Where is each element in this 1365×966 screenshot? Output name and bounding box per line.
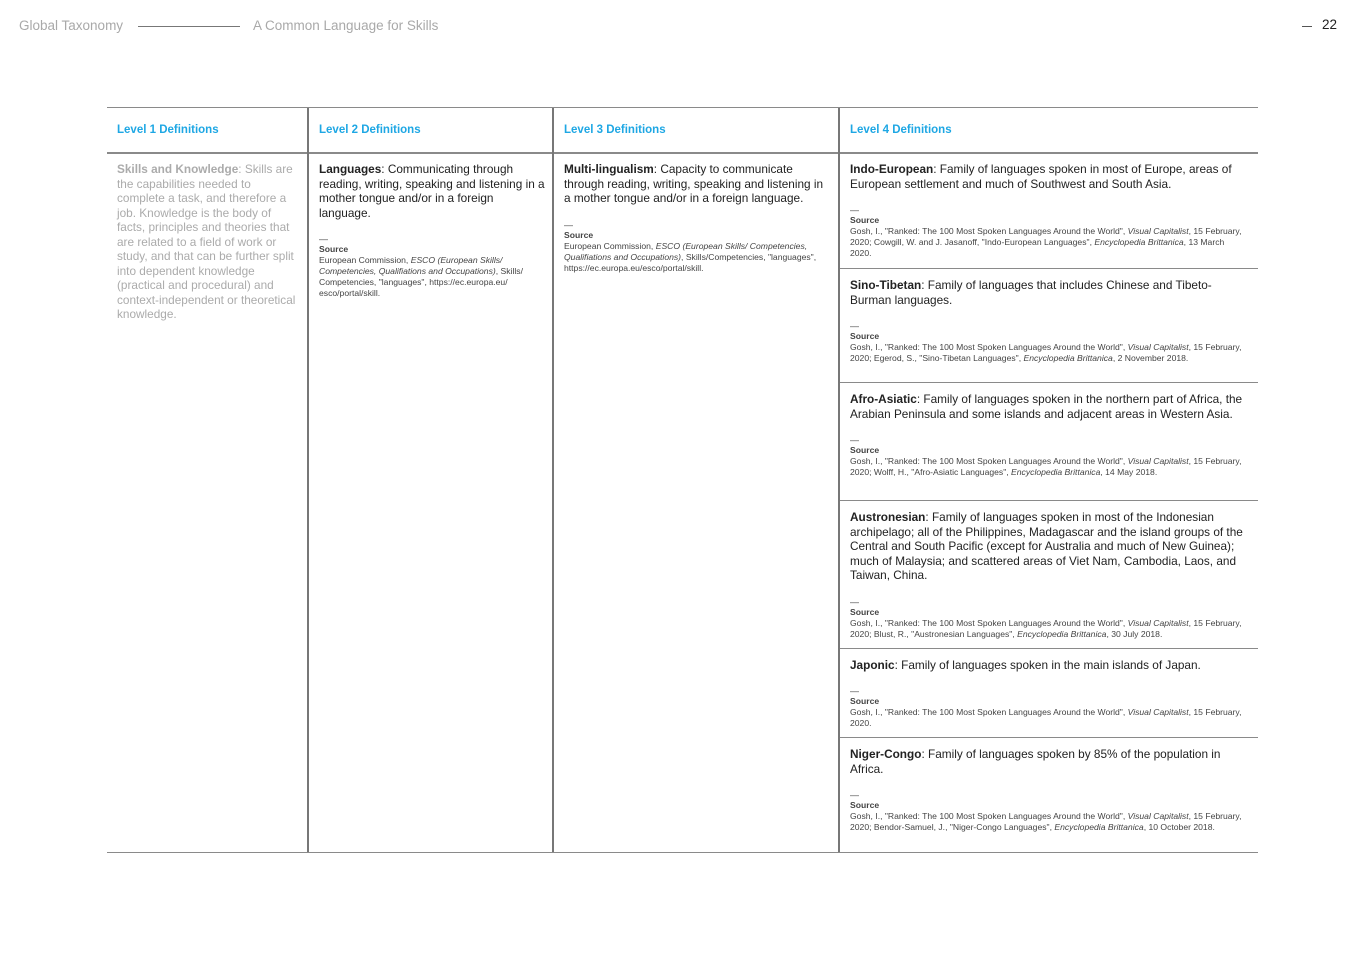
source-citation xyxy=(319,255,547,299)
source-label: Source xyxy=(850,215,880,225)
column-divider xyxy=(307,108,309,852)
definition-term: Languages xyxy=(319,162,382,176)
definition-text: : Skills are the capabilities needed to complete a task, and therefore a job. Knowledge is the body of facts, principles and theories that are related to a field of work or study, and that can be further split into dependent knowledge (practical and procedural) and context-independent or theoretical knowledge. xyxy=(117,162,296,321)
source-label: Source xyxy=(319,244,349,254)
source-label: Source xyxy=(850,606,880,617)
citation-segment: , 10 October 2018. xyxy=(1143,822,1215,832)
definition-paragraph xyxy=(850,658,1246,673)
column-header-level-2: Level 2 Definitions xyxy=(319,124,421,136)
citation-segment: ESCO (European Skills/ Competencies, Qualifiations and Occupations) xyxy=(319,255,503,276)
running-header-title: Global Taxonomy xyxy=(19,18,124,33)
citation-segment: ESCO (European Skills/ Competencies, Qualifiations and Occupations) xyxy=(564,240,808,262)
citation-segment: , 30 July 2018. xyxy=(1106,628,1163,639)
level-4-definitions xyxy=(839,108,1258,852)
source-dash: — xyxy=(850,790,859,800)
level-4-definition xyxy=(839,382,1258,500)
column-divider xyxy=(838,108,840,852)
definition-paragraph xyxy=(850,278,1246,307)
definition-text: : Family of languages spoken in most of the Indonesian archipelago; all of the Philippines, Madagascar and the island groups of the Central and South Pacific (except for Australia and much of New Guinea); much of Malaysia; and scattered areas of Viet Nam, Cambodia, Laos, and Taiwan, China. xyxy=(850,510,1243,582)
definition-text: : Family of languages spoken by 85% of the population in Africa. xyxy=(850,747,1221,776)
definition-paragraph xyxy=(850,510,1246,583)
definitions-table xyxy=(107,107,1258,853)
citation-segment: , 15 February, 2020; Cowgill, W. and J. Jasanoff, "Indo-European Languages", xyxy=(850,226,1242,247)
source-label: Source xyxy=(850,331,880,341)
citation-segment: Gosh, I., "Ranked: The 100 Most Spoken Languages Around the World", xyxy=(850,456,1128,466)
definition-term: Japonic xyxy=(850,657,895,672)
source-dash: — xyxy=(319,234,328,244)
citation-segment: Gosh, I., "Ranked: The 100 Most Spoken Languages Around the World", xyxy=(850,226,1128,236)
definition-paragraph xyxy=(850,747,1246,776)
definition-text: : Family of languages that includes Chinese and Tibeto-Burman languages. xyxy=(850,278,1212,307)
level-4-definition xyxy=(839,648,1258,738)
definition-text: : Family of languages spoken in the northern part of Africa, the Arabian Peninsula and some islands and adjacent areas in Western Asia. xyxy=(850,392,1243,421)
source-citation xyxy=(850,707,1246,729)
source-label: Source xyxy=(850,800,880,810)
column-header-level-1: Level 1 Definitions xyxy=(117,124,219,136)
level-2-definition xyxy=(319,162,547,299)
definition-term: Indo-European xyxy=(850,162,934,176)
definition-term: Sino-Tibetan xyxy=(850,278,922,292)
definition-text: : Family of languages spoken in most of Europe, areas of European settlement and much of Southwest and South Asia. xyxy=(850,162,1232,191)
citation-segment: Gosh, I., "Ranked: The 100 Most Spoken Languages Around the World", xyxy=(850,811,1128,821)
source-dash: — xyxy=(850,596,859,607)
page-number: 22 xyxy=(1322,17,1338,32)
running-header-subtitle: A Common Language for Skills xyxy=(253,18,439,33)
source-citation xyxy=(850,618,1246,640)
citation-segment: Visual Capitalist xyxy=(1127,342,1189,352)
source-citation xyxy=(850,226,1246,259)
level-4-definition xyxy=(839,737,1258,852)
source-citation xyxy=(850,811,1246,833)
definition-term: Multi-lingualism xyxy=(564,162,654,176)
citation-segment: , 2 November 2018. xyxy=(1112,353,1189,363)
source-dash: — xyxy=(564,219,573,230)
citation-segment: Gosh, I., "Ranked: The 100 Most Spoken Languages Around the World", xyxy=(850,617,1128,628)
citation-segment: Visual Capitalist xyxy=(1127,617,1189,628)
definition-paragraph xyxy=(564,162,832,206)
definition-term: Skills and Knowledge xyxy=(117,162,239,176)
citation-segment: , Skills/Competencies, "languages", https://ec.europa.eu/esco/portal/skill. xyxy=(564,251,817,273)
citation-segment: , Skills/ Competencies, "languages", https://ec.europa.eu/ esco/portal/skill. xyxy=(319,266,523,298)
level-3-definition xyxy=(564,162,832,274)
column-divider xyxy=(552,108,554,852)
citation-segment: , 15 February, 2020; Wolff, H., "Afro-Asiatic Languages", xyxy=(850,456,1242,477)
source-dash: — xyxy=(850,321,859,331)
citation-segment: Visual Capitalist xyxy=(1127,707,1189,717)
source-citation xyxy=(850,342,1246,364)
source-citation xyxy=(564,241,832,274)
definition-text: : Communicating through reading, writing, speaking and listening in a mother tongue and/or in a foreign language. xyxy=(319,162,545,220)
definition-term: Afro-Asiatic xyxy=(850,392,917,406)
definition-term: Austronesian xyxy=(850,510,926,524)
citation-segment: Encyclopedia Brittanica xyxy=(1017,628,1107,639)
source-label: Source xyxy=(850,445,880,455)
definition-text: : Capacity to communicate through reading, writing, speaking and listening in a mother tongue and/or in a foreign language. xyxy=(564,162,824,205)
definition-text: : Family of languages spoken in the main islands of Japan. xyxy=(894,657,1201,672)
source-dash: — xyxy=(850,435,859,445)
level-4-definition xyxy=(839,153,1258,268)
citation-segment: Gosh, I., "Ranked: The 100 Most Spoken Languages Around the World", xyxy=(850,707,1128,717)
citation-segment: Gosh, I., "Ranked: The 100 Most Spoken Languages Around the World", xyxy=(850,342,1128,352)
citation-segment: , 13 March 2020. xyxy=(850,237,1225,258)
definition-term: Niger-Congo xyxy=(850,747,922,761)
citation-segment: , 15 February, 2020; Bendor-Samuel, J., "Niger-Congo Languages", xyxy=(850,811,1242,832)
citation-segment: European Commission, xyxy=(564,240,656,251)
level-4-definition xyxy=(839,268,1258,382)
citation-segment: Visual Capitalist xyxy=(1127,456,1189,466)
citation-segment: , 15 February, 2020; Blust, R., "Austronesian Languages", xyxy=(850,617,1242,639)
header-divider xyxy=(138,26,240,27)
definition-paragraph xyxy=(850,392,1246,421)
citation-segment: Visual Capitalist xyxy=(1127,811,1189,821)
level-1-definition xyxy=(117,162,299,322)
citation-segment: Encyclopedia Brittanica xyxy=(1054,822,1144,832)
citation-segment: Encyclopedia Brittanica xyxy=(1094,237,1184,247)
citation-segment: , 14 May 2018. xyxy=(1100,467,1158,477)
citation-segment: , 15 February, 2020. xyxy=(850,707,1242,728)
definition-paragraph xyxy=(850,162,1246,191)
citation-segment: Visual Capitalist xyxy=(1127,226,1189,236)
header-row-divider xyxy=(107,152,1258,154)
source-dash: — xyxy=(850,686,859,696)
citation-segment: European Commission, xyxy=(319,255,411,265)
level-4-definition xyxy=(839,500,1258,648)
source-label: Source xyxy=(850,696,880,706)
citation-segment: , 15 February, 2020; Egerod, S., "Sino-Tibetan Languages", xyxy=(850,342,1242,363)
source-citation xyxy=(850,456,1246,478)
citation-segment: Encyclopedia Brittanica xyxy=(1011,467,1101,477)
column-header-level-3: Level 3 Definitions xyxy=(564,124,666,136)
column-header-level-4: Level 4 Definitions xyxy=(850,124,952,136)
definition-paragraph xyxy=(319,162,547,220)
source-label: Source xyxy=(564,229,594,240)
source-dash: — xyxy=(850,205,859,215)
page-number-dash xyxy=(1302,26,1312,27)
citation-segment: Encyclopedia Brittanica xyxy=(1023,353,1113,363)
